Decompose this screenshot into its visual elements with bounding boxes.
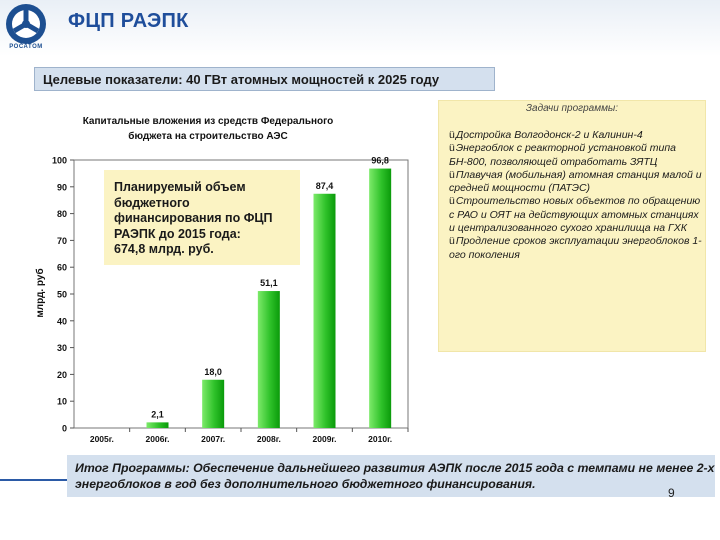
checkmark-icon: ü — [449, 129, 455, 141]
bar-value-label: 2,1 — [151, 409, 164, 420]
chart-title-line-1: Капитальные вложения из средств Федерального — [82, 116, 334, 127]
x-tick-label: 2005г. — [89, 434, 114, 444]
page-number: 9 — [668, 486, 675, 500]
task-item — [449, 235, 705, 262]
callout-line: бюджетного — [114, 195, 190, 210]
callout-line: 674,8 млрд. руб. — [114, 242, 214, 256]
task-text: Достройка Волгодонск-2 и Калинин-4 — [455, 129, 643, 141]
bar-value-label: 51,1 — [260, 278, 278, 289]
x-tick-label: 2007г. — [201, 434, 226, 444]
task-item — [449, 195, 705, 235]
y-tick-label: 30 — [56, 343, 67, 354]
bar — [202, 380, 224, 428]
subtitle-text: Целевые показатели: 40 ГВт атомных мощностей к 2025 году — [43, 72, 440, 87]
y-tick-label: 90 — [56, 182, 67, 193]
y-tick-label: 40 — [56, 316, 67, 327]
x-tick-label: 2009г. — [312, 434, 337, 444]
callout-line: РАЭПК до 2015 года: — [114, 226, 241, 241]
tasks-list — [449, 129, 705, 262]
bar — [369, 169, 391, 428]
task-text: Плавучая (мобильная) атомная станция малой и средней мощности (ПАТЭС) — [449, 168, 702, 195]
task-item — [449, 142, 705, 169]
y-tick-label: 80 — [56, 209, 67, 220]
checkmark-icon: ü — [449, 195, 455, 208]
task-item — [449, 129, 705, 142]
slide-title: ФЦП РАЭПК — [68, 10, 189, 32]
task-text: Энергоблок с реакторной установкой типа БН-800, позволяющей отработать ЗЯТЦ — [449, 142, 676, 168]
callout-line: Планируемый объем — [114, 180, 246, 194]
bar-value-label: 18,0 — [204, 366, 222, 377]
checkmark-icon: ü — [449, 142, 455, 155]
footer-divider — [0, 479, 67, 481]
y-tick-label: 10 — [56, 396, 67, 407]
y-tick-label: 50 — [56, 289, 67, 300]
y-tick-label: 60 — [56, 262, 67, 273]
y-tick-label: 100 — [51, 155, 67, 166]
callout-line: финансирования по ФЦП — [114, 211, 273, 225]
task-text: Строительство новых объектов по обращению с РАО и ОЯТ на действующих атомных станциях и централизованного сухого хранилища на ГХК — [449, 195, 701, 235]
bar-value-label: 96,8 — [371, 155, 389, 166]
chart-title-line-2: бюджета на строительство АЭС — [128, 131, 288, 142]
program-result-box: Итог Программы: Обеспечение дальнейшего развития АЭПК после 2015 года с темпами не менее 2-х энергоблоков в год без дополнительного бюджетного финансирования. — [67, 455, 715, 497]
chart-y-axis-label: млрд. руб — [35, 268, 46, 318]
bar — [314, 194, 336, 428]
task-text: Продление сроков эксплуатации энергоблоков 1-ого поколения — [449, 235, 702, 261]
chart-svg — [28, 108, 420, 453]
logo-text: РОСАТОМ — [9, 44, 43, 50]
checkmark-icon: ü — [449, 168, 455, 181]
y-tick-label: 70 — [56, 235, 67, 246]
bar — [258, 291, 280, 428]
atom-icon — [4, 2, 48, 46]
budget-chart — [28, 108, 420, 453]
x-tick-label: 2010г. — [368, 434, 393, 444]
bar-value-label: 87,4 — [315, 180, 334, 191]
bar — [147, 422, 169, 428]
y-tick-label: 20 — [56, 369, 67, 380]
y-tick-label: 0 — [61, 423, 67, 434]
x-tick-label: 2008г. — [256, 434, 281, 444]
task-item — [449, 169, 705, 196]
tasks-title: Задачи программы: — [525, 103, 619, 114]
x-tick-label: 2006г. — [145, 434, 170, 444]
subtitle-bar — [34, 67, 495, 91]
budget-callout — [104, 170, 300, 265]
checkmark-icon: ü — [449, 235, 455, 248]
tasks-panel — [438, 100, 706, 352]
